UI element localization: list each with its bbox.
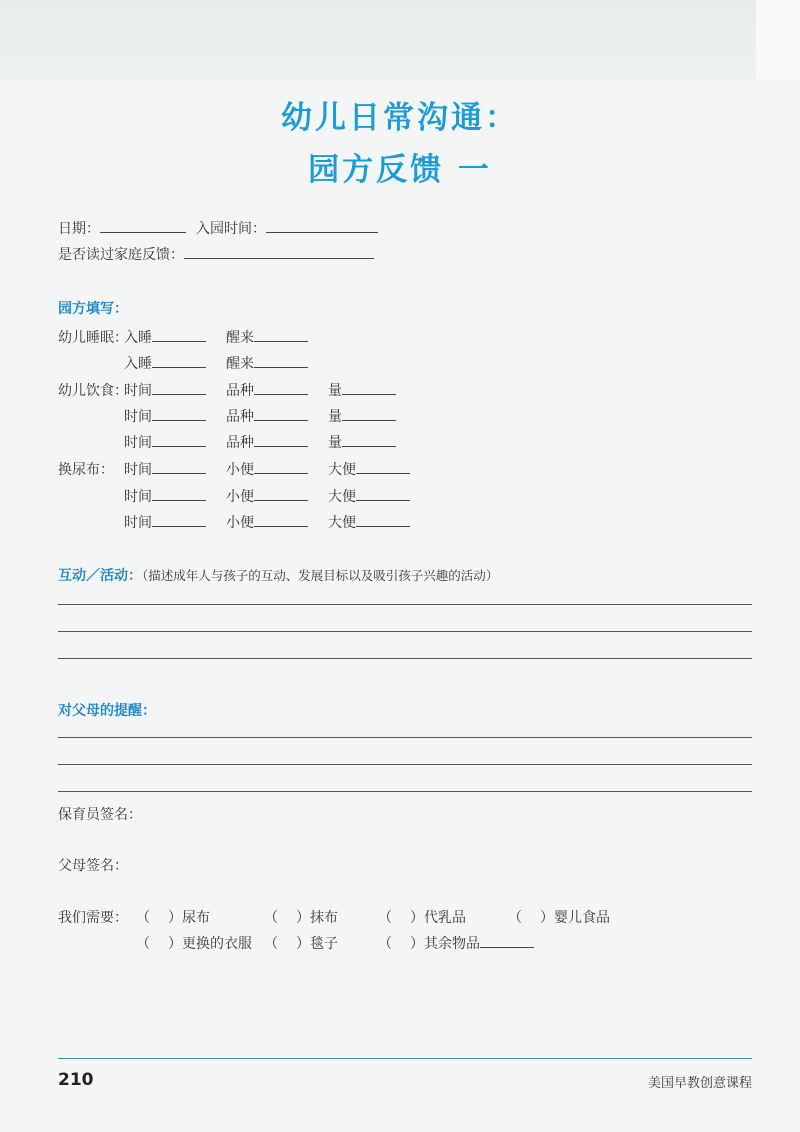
food-time-blank[interactable] <box>152 406 206 421</box>
reminder-title: 对父母的提醒： <box>58 703 156 719</box>
food-kind-blank[interactable] <box>254 380 308 395</box>
center-section-title: 园方填写： <box>58 301 128 317</box>
wake-label: 醒来 <box>226 356 254 372</box>
food-kind-label: 品种 <box>226 409 254 425</box>
diaper-time-label: 时间 <box>124 515 152 531</box>
diaper-pee-blank[interactable] <box>254 459 308 474</box>
page-edge <box>756 0 800 80</box>
need-paren: （ <box>508 910 522 926</box>
read-feedback-blank[interactable] <box>184 244 374 259</box>
diaper-label: 换尿布： <box>58 462 114 478</box>
need-option-other[interactable] <box>378 933 534 953</box>
food-time <box>124 432 206 452</box>
reminder-line[interactable] <box>58 764 752 765</box>
arrival-row <box>196 218 378 238</box>
date-blank[interactable] <box>100 218 186 233</box>
reminder-line[interactable] <box>58 791 752 792</box>
footer-rule <box>58 1058 752 1059</box>
other-items-blank[interactable] <box>480 933 534 948</box>
food-label: 幼儿饮食： <box>58 383 128 399</box>
diaper-time-blank[interactable] <box>152 459 206 474</box>
wake-row <box>226 353 308 373</box>
diaper-poo-blank[interactable] <box>356 459 410 474</box>
food-time-label: 时间 <box>124 383 152 399</box>
food-kind <box>226 432 308 452</box>
wake-label: 醒来 <box>226 330 254 346</box>
sleep-row <box>124 353 206 373</box>
top-shadow-band <box>0 0 800 80</box>
food-time-blank[interactable] <box>152 432 206 447</box>
wake-blank[interactable] <box>254 353 308 368</box>
food-kind-label: 品种 <box>226 383 254 399</box>
food-kind-blank[interactable] <box>254 406 308 421</box>
diaper-poo-label: 大便 <box>328 462 356 478</box>
caregiver-signature-label: 保育员签名： <box>58 807 142 823</box>
fall-asleep-label: 入睡 <box>124 356 152 372</box>
activity-line[interactable] <box>58 631 752 632</box>
need-option-diaper[interactable] <box>136 907 210 927</box>
date-label: 日期： <box>58 221 100 237</box>
diaper-time <box>124 486 206 506</box>
food-time-blank[interactable] <box>152 380 206 395</box>
diaper-poo <box>328 459 410 479</box>
diaper-time <box>124 512 206 532</box>
diaper-pee <box>226 459 308 479</box>
food-time-label: 时间 <box>124 409 152 425</box>
diaper-pee <box>226 486 308 506</box>
food-time-label: 时间 <box>124 435 152 451</box>
page-title-line2: 园方反馈 一 <box>308 152 492 188</box>
need-option-cloth[interactable] <box>264 907 338 927</box>
food-kind <box>226 406 308 426</box>
reminder-line[interactable] <box>58 737 752 738</box>
need-paren: （ <box>264 936 278 952</box>
need-item-label: ）婴儿食品 <box>540 910 610 926</box>
arrival-label: 入园时间： <box>196 221 266 237</box>
need-option-baby-food[interactable] <box>508 907 610 927</box>
activity-line[interactable] <box>58 658 752 659</box>
page-title-line1: 幼儿日常沟通： <box>281 100 519 136</box>
wake-row <box>226 327 308 347</box>
diaper-poo-blank[interactable] <box>356 512 410 527</box>
fall-asleep-label: 入睡 <box>124 330 152 346</box>
diaper-poo-label: 大便 <box>328 515 356 531</box>
need-item-label: ）尿布 <box>168 910 210 926</box>
need-item-label: ）代乳品 <box>410 910 466 926</box>
diaper-pee-label: 小便 <box>226 489 254 505</box>
book-title: 美国早教创意课程 <box>647 1076 752 1091</box>
need-option-formula[interactable] <box>378 907 466 927</box>
food-kind-label: 品种 <box>226 435 254 451</box>
arrival-blank[interactable] <box>266 218 378 233</box>
needs-label: 我们需要： <box>58 910 128 926</box>
diaper-poo-blank[interactable] <box>356 486 410 501</box>
food-amount <box>328 380 396 400</box>
diaper-pee <box>226 512 308 532</box>
diaper-time-label: 时间 <box>124 489 152 505</box>
diaper-poo-label: 大便 <box>328 489 356 505</box>
need-item-label: ）其余物品 <box>410 936 480 952</box>
wake-blank[interactable] <box>254 327 308 342</box>
diaper-time <box>124 459 206 479</box>
food-amount-blank[interactable] <box>342 380 396 395</box>
activity-note: （描述成年人与孩子的互动、发展目标以及吸引孩子兴趣的活动） <box>142 568 499 583</box>
food-time <box>124 380 206 400</box>
fall-asleep-blank[interactable] <box>152 353 206 368</box>
diaper-pee-blank[interactable] <box>254 512 308 527</box>
need-option-blanket[interactable] <box>264 933 338 953</box>
diaper-pee-label: 小便 <box>226 515 254 531</box>
food-amount-blank[interactable] <box>342 406 396 421</box>
fall-asleep-blank[interactable] <box>152 327 206 342</box>
need-option-clothes[interactable] <box>136 933 252 953</box>
diaper-pee-blank[interactable] <box>254 486 308 501</box>
page-number: 210 <box>58 1070 94 1090</box>
activity-section <box>58 565 498 585</box>
food-amount <box>328 406 396 426</box>
need-item-label: ）毯子 <box>296 936 338 952</box>
food-amount <box>328 432 396 452</box>
need-paren: （ <box>136 910 150 926</box>
diaper-poo <box>328 512 410 532</box>
read-feedback-row <box>58 244 374 264</box>
need-item-label: ）更换的衣服 <box>168 936 252 952</box>
activity-title: 互动／活动： <box>58 568 142 584</box>
activity-line[interactable] <box>58 604 752 605</box>
parent-signature-label: 父母签名： <box>58 858 128 874</box>
food-amount-blank[interactable] <box>342 432 396 447</box>
food-time <box>124 406 206 426</box>
read-feedback-label: 是否读过家庭反馈： <box>58 247 184 263</box>
need-paren: （ <box>136 936 150 952</box>
food-amount-label: 量 <box>328 435 342 451</box>
food-amount-label: 量 <box>328 383 342 399</box>
date-row <box>58 218 186 238</box>
need-paren: （ <box>264 910 278 926</box>
diaper-time-label: 时间 <box>124 462 152 478</box>
food-amount-label: 量 <box>328 409 342 425</box>
need-paren: （ <box>378 936 392 952</box>
sleep-label: 幼儿睡眠： <box>58 330 128 346</box>
sleep-row <box>124 327 206 347</box>
need-paren: （ <box>378 910 392 926</box>
diaper-poo <box>328 486 410 506</box>
diaper-time-blank[interactable] <box>152 486 206 501</box>
diaper-time-blank[interactable] <box>152 512 206 527</box>
food-kind-blank[interactable] <box>254 432 308 447</box>
need-item-label: ）抹布 <box>296 910 338 926</box>
food-kind <box>226 380 308 400</box>
diaper-pee-label: 小便 <box>226 462 254 478</box>
